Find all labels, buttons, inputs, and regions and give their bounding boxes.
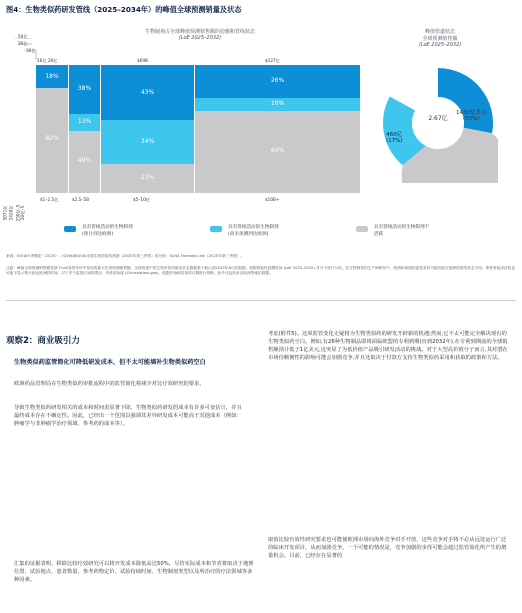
bar-3-gray-label: 23% <box>140 174 155 181</box>
donut-center-label: 2.67亿 <box>428 115 448 122</box>
donut-title-text: 峰值管道状态 <box>424 29 455 35</box>
rotated-label-4: 20亿–5 <box>20 205 26 221</box>
stair-lines <box>10 38 40 63</box>
rotated-label-2: 2420亿 <box>8 205 14 221</box>
donut-chart <box>378 63 498 183</box>
right-paragraph-1: 考虑(附件5)。这项监管变化无疑将为生物类似药的研发开辟新的机遇;然而,它不太可能完全解决现有的生物类似药空白。例如,有26种生物制品即将面临欧盟的专利到期(直到2032年),在专利到期前的全球销售额预计低于1亿美元,这突显了为低价值产品吸引研发活动的挑战。对于大型高价值分子而言,其对潜在市场份额便性的影响可能会加剧竞争,并且还取决于付款方支持生物类似药采用和获取的政策和方法。 <box>268 331 508 361</box>
divider <box>6 300 516 301</box>
legend-swatch-light <box>210 226 222 232</box>
group-label-1: $1–2.5亿 <box>40 197 59 202</box>
bar-2 <box>69 65 100 193</box>
section-heading: 观察2：商业吸引力 <box>6 336 80 346</box>
left-paragraph-3: 汇集的证据表明，移除比较疗效研究可以将开发成本降低高达50%，尽管实际成本和节省将取决于地理位置、试验地点、患者数量、参考药物定价、试验持续时间、生物制剂类型以及所治疗的疗法领域等多种因素。 <box>14 561 254 583</box>
donut-title <box>380 28 500 48</box>
donut-subtitle-1: 全球预测销售额 <box>422 36 458 42</box>
bar-3 <box>101 65 194 193</box>
axis-label-top: 50亿 <box>18 34 28 39</box>
bar-4-light-label: 10% <box>270 100 285 107</box>
bar-2-dark-label: 38% <box>77 85 92 92</box>
donut-label-dark: $72亿 (28%) <box>420 82 437 94</box>
bar-4-gray-label: 64% <box>270 147 285 154</box>
bar-4-dark-label: 26% <box>270 77 285 84</box>
bar-1 <box>36 65 68 193</box>
left-paragraph-1: 欧洲药品管理局在生物类似药审批流程中的监管简化将减少对比疗效研究的要求， <box>14 381 205 387</box>
bar-1-dark-label: 18% <box>45 73 59 80</box>
top-label-3: $69B <box>137 58 148 63</box>
chart-subtitle: (LoE 2025–2032) <box>178 35 222 41</box>
rotated-label-1: 5071亿 <box>2 205 8 221</box>
legend-swatch-dark <box>64 226 76 232</box>
bar-1-gray-label: 82% <box>45 135 59 142</box>
right-paragraph-2: 取消比较有效性研究要求也可能使欧洲市场向海外竞争对手开放，这些竞争对手将不必从远处运行广泛的临床开发项目，从而加剧竞争。一个可能的情况是，竞争加剧的步伐可能会超过监管简化所产生的增量机会。目前，已经存在显著的 <box>268 537 507 559</box>
legend-label-gray: 具有管线活动的生物制剂不 活跃 <box>374 225 430 237</box>
donut-subtitle-2: (LoE 2025–2032) <box>418 42 462 48</box>
legend-swatch-gray <box>356 226 368 232</box>
group-label-2: $2.5–5B <box>72 197 89 202</box>
bar-3-dark-label: 43% <box>140 89 155 96</box>
top-label-4: $127亿 <box>265 58 280 63</box>
axis-label-low: 30亿 <box>26 48 36 53</box>
bar-2-light-label: 13% <box>77 118 92 125</box>
bar-4 <box>195 65 360 193</box>
figure-notes: 注意：峰值全球预测销售额是基于LoE前的年份中发现的最大年度预测销售额。全球管道中的生物类似药研发状态数据基于截止到2025年8月的数据，根据排他性到期时间 (LoE 2025–2032) 对分子进行分类。在生物制剂的生产和研发中，欧洲和美国的监管差异可能导致在欧洲的管线状态不同。即使有临床试验也可能不显示预计到达欧洲的时间。对于多个监管区域的情况，具体请参阅 (Clinicaltrials.gov)，根据开始和结束的日期进行判断，此外还包括来自欧洲等地的数据。 <box>6 266 516 276</box>
bar-3-light-label: 34% <box>140 138 155 145</box>
donut-label-light: 460亿 (17%) <box>386 132 403 144</box>
section-bold-lead: 生物类似药监管简化可降低研发成本，但不太可能填补生物类似药空白 <box>14 359 206 366</box>
figure-source: 来源：IQVIA专利情报（2025）；IQVIA和IQVIA全球生物类似药预测（2025年第三季度）的分析；IQVIA Forecast Link（2025年第三季度）。 <box>6 254 244 258</box>
legend-label-light: 具有管线活动的生物制剂 (尚未预测到达欧洲) <box>228 225 279 237</box>
donut-label-gray: 1430亿美元 (55%) <box>456 110 487 122</box>
left-paragraph-2: 导致生物类似药研发相关的成本和时间表显著下降。生物类似药研发的成本有许多可变估计，并且最终成本存在不确定性。因此，已经出一个范围以强调其差异研发成本可能高于其他成本（例如：肿瘤学与非肿瘤学治疗领域、参考药的成本等）。 <box>14 405 242 427</box>
rotated-labels <box>2 196 36 236</box>
top-label-1: 26亿 26亿 <box>37 58 58 63</box>
figure-title: 图4：生物类似药研发管线（2025–2034年）的峰值全球预测销量及状态 <box>6 5 242 14</box>
chart-title-text: 生物制剂占全球峰值预测销售额的份额和管线状态 <box>144 29 255 35</box>
bar-2-gray-label: 49% <box>77 157 92 164</box>
group-label-3: $5–10亿 <box>133 197 150 202</box>
chart-title <box>60 28 340 41</box>
legend-label-dark: 具有管线活动的生物制剂 (预计到达欧洲) <box>82 225 133 237</box>
group-label-4: $10B+ <box>265 197 280 202</box>
axis-label-mid: 20亿 <box>18 41 28 46</box>
rotated-label-3: 250亿–5 <box>15 204 21 222</box>
